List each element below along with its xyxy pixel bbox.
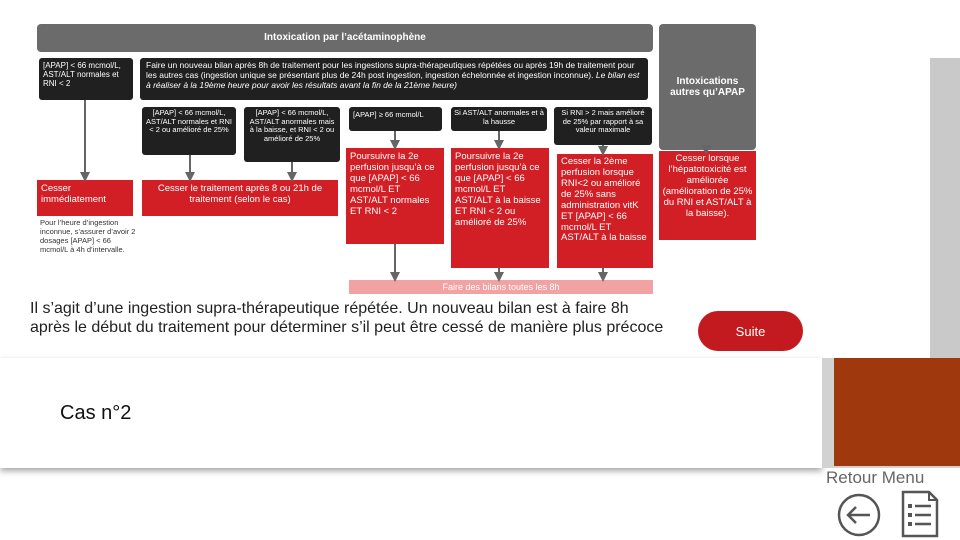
accent-block bbox=[834, 358, 960, 466]
result-stop-immediately: Cesser immédiatement bbox=[37, 180, 133, 216]
case-label: Cas n°2 bbox=[60, 402, 132, 424]
decision-new-bilan-italic: Le bilan est à réaliser à la 19ème heure pour avoir les résultats avant la fin de la 21ème heure) bbox=[146, 69, 640, 90]
decision-ast-alt-rising: Si AST/ALT anormales et à la hausse bbox=[451, 107, 547, 131]
flowchart bbox=[0, 0, 760, 300]
arrow-left-circle-icon[interactable] bbox=[836, 492, 882, 538]
decision-apap-low-abnormal: [APAP] < 66 mcmol/L, AST/ALT anormales mais à la baisse, et RNI < 2 ou amélioré de 25% bbox=[244, 107, 340, 162]
side-title: Intoxications autres qu’APAP bbox=[659, 24, 756, 150]
retour-menu-link[interactable]: Retour Menu bbox=[826, 468, 925, 487]
right-gray-band bbox=[930, 58, 960, 360]
decision-rni-improved: Si RNI > 2 mais amélioré de 25% par rapport à sa valeur maximale bbox=[554, 107, 652, 145]
result-stop-after-treatment: Cesser le traitement après 8 ou 21h de traitement (selon le cas) bbox=[142, 180, 338, 216]
flow-arrows bbox=[0, 0, 760, 300]
decision-apap-low-normal: [APAP] < 66 mcmol/L, AST/ALT normales et RNI < 2 ou amélioré de 25% bbox=[142, 107, 236, 155]
result-continue-perfusion-decreasing: Poursuivre la 2e perfusion jusqu’à ce que [APAP] < 66 mcmol/L ET AST/ALT à la baisse ET RNI < 2 ou amélioré de 25% bbox=[451, 148, 549, 268]
flowchart-title: Intoxication par l’acétaminophène bbox=[37, 24, 653, 52]
decision-new-bilan-text: Faire un nouveau bilan après 8h de traitement pour les ingestions supra-thérapeutiques répétées ou après 19h de traitement pour les autres cas (ingestion unique se présentant plus de 24h post ingestion, ingestion échelonnée et ingestion inconnue). bbox=[146, 60, 635, 80]
result-stop-second-perfusion: Cesser la 2ème perfusion lorsque RNI<2 ou amélioré de 25% sans administration vitK ET [APAP] < 66 mcmol/L ET AST/ALT à la baisse bbox=[557, 154, 653, 268]
result-continue-perfusion-normal: Poursuivre la 2e perfusion jusqu’à ce que [APAP] < 66 mcmol/L ET AST/ALT normales ET RNI < 2 bbox=[346, 148, 444, 244]
unknown-ingestion-note: Pour l’heure d’ingestion inconnue, s’assurer d’avoir 2 dosages [APAP] < 66 mcmol/L à 4h d’intervalle. bbox=[40, 218, 136, 254]
decision-normal-labs: [APAP] < 66 mcmol/L, AST/ALT normales et RNI < 2 bbox=[39, 58, 133, 100]
list-menu-icon[interactable] bbox=[899, 490, 941, 538]
bottom-bar-bilans: Faire des bilans toutes les 8h bbox=[349, 280, 653, 294]
suite-button[interactable]: Suite bbox=[698, 311, 803, 351]
case-description: Il s’agit d’une ingestion supra-thérapeutique répétée. Un nouveau bilan est à faire 8h après le début du traitement pour déterminer s’il peut être cessé de manière plus précoce bbox=[30, 300, 664, 337]
decision-apap-high: [APAP] ≥ 66 mcmol/L bbox=[349, 107, 442, 131]
result-stop-hepatotoxicity: Cesser lorsque l’hépatotoxicité est améliorée (amélioration de 25% du RNI et AST/ALT à la baisse). bbox=[659, 151, 756, 240]
